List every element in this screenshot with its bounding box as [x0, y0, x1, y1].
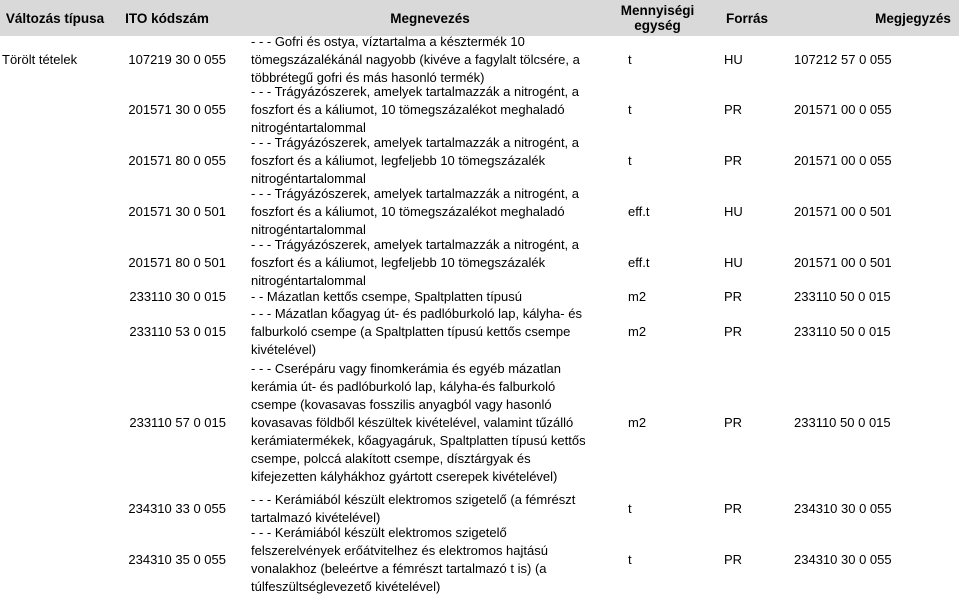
note-cell: 233110 50 0 015 — [794, 289, 891, 304]
name-cell: - - - Kerámiából készült elektromos szigetelő (a fémrészt tartalmazó kivételével) — [251, 492, 576, 525]
table-row — [0, 305, 959, 359]
name-cell: - - - Trágyázószerek, amelyek tartalmazzák a nitrogént, a foszfort és a káliumot, legfeljebb 10 tömegszázalék nitrogéntartalommal — [251, 237, 580, 288]
name-cell: - - - Trágyázószerek, amelyek tartalmazzák a nitrogént, a foszfort és a káliumot, 10 tömegszázalékot meghaladó nitrogéntartalommal — [251, 84, 580, 135]
source-cell: HU — [724, 204, 743, 219]
ito-code-cell: 201571 80 0 055 — [128, 153, 226, 168]
name-cell: - - - Trágyázószerek, amelyek tartalmazzák a nitrogént, a foszfort és a káliumot, 10 tömegszázalékot meghaladó nitrogéntartalommal — [251, 186, 580, 237]
note-cell: 201571 00 0 055 — [794, 102, 892, 117]
source-cell: PR — [724, 153, 743, 168]
note-cell: 233110 50 0 015 — [794, 415, 891, 430]
header-ito-code: ITO kódszám — [125, 10, 209, 26]
name-cell: - - Mázatlan kettős csempe, Spaltplatten típusú — [251, 289, 522, 304]
unit-cell: m2 — [628, 415, 647, 430]
change-type-cell — [2, 84, 112, 136]
header-unit: Mennyiségi egység — [620, 3, 695, 33]
change-type-cell — [2, 526, 112, 593]
unit-cell: t — [628, 102, 632, 117]
unit-cell: t — [628, 551, 632, 567]
note-cell: 201571 00 0 055 — [794, 153, 892, 168]
note-cell: 234310 30 0 055 — [794, 501, 892, 516]
unit-cell: t — [628, 52, 632, 67]
table-row — [0, 135, 959, 187]
ito-code-cell: 233110 57 0 015 — [129, 415, 226, 430]
unit-cell: m2 — [628, 324, 647, 339]
source-cell: HU — [724, 52, 743, 67]
source-cell: PR — [724, 289, 743, 304]
ito-code-cell: 201571 30 0 055 — [128, 102, 226, 117]
name-cell: - - - Gofri és ostya, víztartalma a késztermék 10 tömegszázalékánál nagyobb (kivéve a fagylalt tölcsére, a többrétegű gofri és más hasonló termék) — [251, 34, 580, 85]
unit-cell: eff.t — [628, 204, 650, 219]
change-type-cell — [2, 361, 112, 485]
ito-code-cell: 234310 35 0 055 — [128, 551, 226, 567]
change-type-cell — [2, 305, 112, 359]
table-row — [0, 361, 959, 485]
note-cell: 201571 00 0 501 — [794, 204, 892, 219]
table-row — [0, 34, 959, 86]
note-cell: 233110 50 0 015 — [794, 324, 891, 339]
name-cell: - - - Trágyázószerek, amelyek tartalmazzák a nitrogént, a foszfort és a káliumot, legfeljebb 10 tömegszázalék nitrogéntartalommal — [251, 135, 580, 186]
header-source: Forrás — [725, 10, 769, 26]
note-cell: 201571 00 0 501 — [794, 255, 892, 270]
ito-code-cell: 234310 33 0 055 — [128, 501, 226, 516]
ito-code-cell: 201571 30 0 501 — [128, 204, 226, 219]
change-type-cell — [2, 287, 112, 307]
change-type-cell: Törölt tételek — [2, 52, 78, 67]
change-type-cell — [2, 135, 112, 187]
table-row — [0, 287, 959, 307]
unit-cell: m2 — [628, 289, 647, 304]
change-type-cell — [2, 491, 112, 527]
unit-cell: eff.t — [628, 255, 650, 270]
ito-code-cell: 233110 53 0 015 — [129, 324, 226, 339]
name-cell: - - - Mázatlan kőagyag út- és padlóburkoló lap, kályha- és falburkoló csempe (a Spaltplatten típusú kettős csempe kivételével) — [251, 306, 582, 357]
unit-cell: t — [628, 153, 632, 168]
source-cell: PR — [724, 324, 743, 339]
source-cell: PR — [724, 501, 743, 516]
name-cell: - - - Cserépáru vagy finomkerámia és egyéb mázatlan kerámia út- és padlóburkoló lap, kályha-és falburkoló csempe (kovasavas fosszilis anyagból vagy hasonló kovasavas földből készültek kivételével, valamint tűzálló kerámiatermékek, kőagyagáruk, Spaltplatten típusú kettős csempe, polccá alakított csempe, dísztárgyak és kifejezetten kályhákhoz gyártott cserepek kivételével) — [251, 361, 586, 484]
header-change-type: Változás típusa — [5, 10, 105, 26]
change-type-cell — [2, 237, 112, 289]
source-cell: HU — [724, 255, 743, 270]
source-cell: PR — [724, 415, 743, 430]
header-name: Megnevezés — [390, 10, 470, 26]
unit-cell: t — [628, 501, 632, 516]
note-cell: 234310 30 0 055 — [794, 551, 892, 567]
note-cell: 107212 57 0 055 — [794, 52, 892, 67]
table-header — [0, 0, 959, 36]
ito-code-cell: 233110 30 0 015 — [129, 289, 226, 304]
table-row — [0, 84, 959, 136]
change-type-cell — [2, 186, 112, 238]
ito-code-cell: 107219 30 0 055 — [128, 52, 226, 67]
name-cell: - - - Kerámiából készült elektromos szigetelő felszerelvények erőátvitelhez és elektromos hajtású vonalakhoz (beleértve a fémrészt tartalmazó t is) (a túlfeszültséglevezető kivételével) — [251, 524, 548, 594]
table-row — [0, 237, 959, 289]
source-cell: PR — [724, 102, 743, 117]
source-cell: PR — [724, 551, 743, 567]
ito-code-cell: 201571 80 0 501 — [128, 255, 226, 270]
table-row — [0, 186, 959, 238]
table-row — [0, 491, 959, 527]
header-note: Megjegyzés — [875, 10, 951, 26]
table-row — [0, 526, 959, 593]
